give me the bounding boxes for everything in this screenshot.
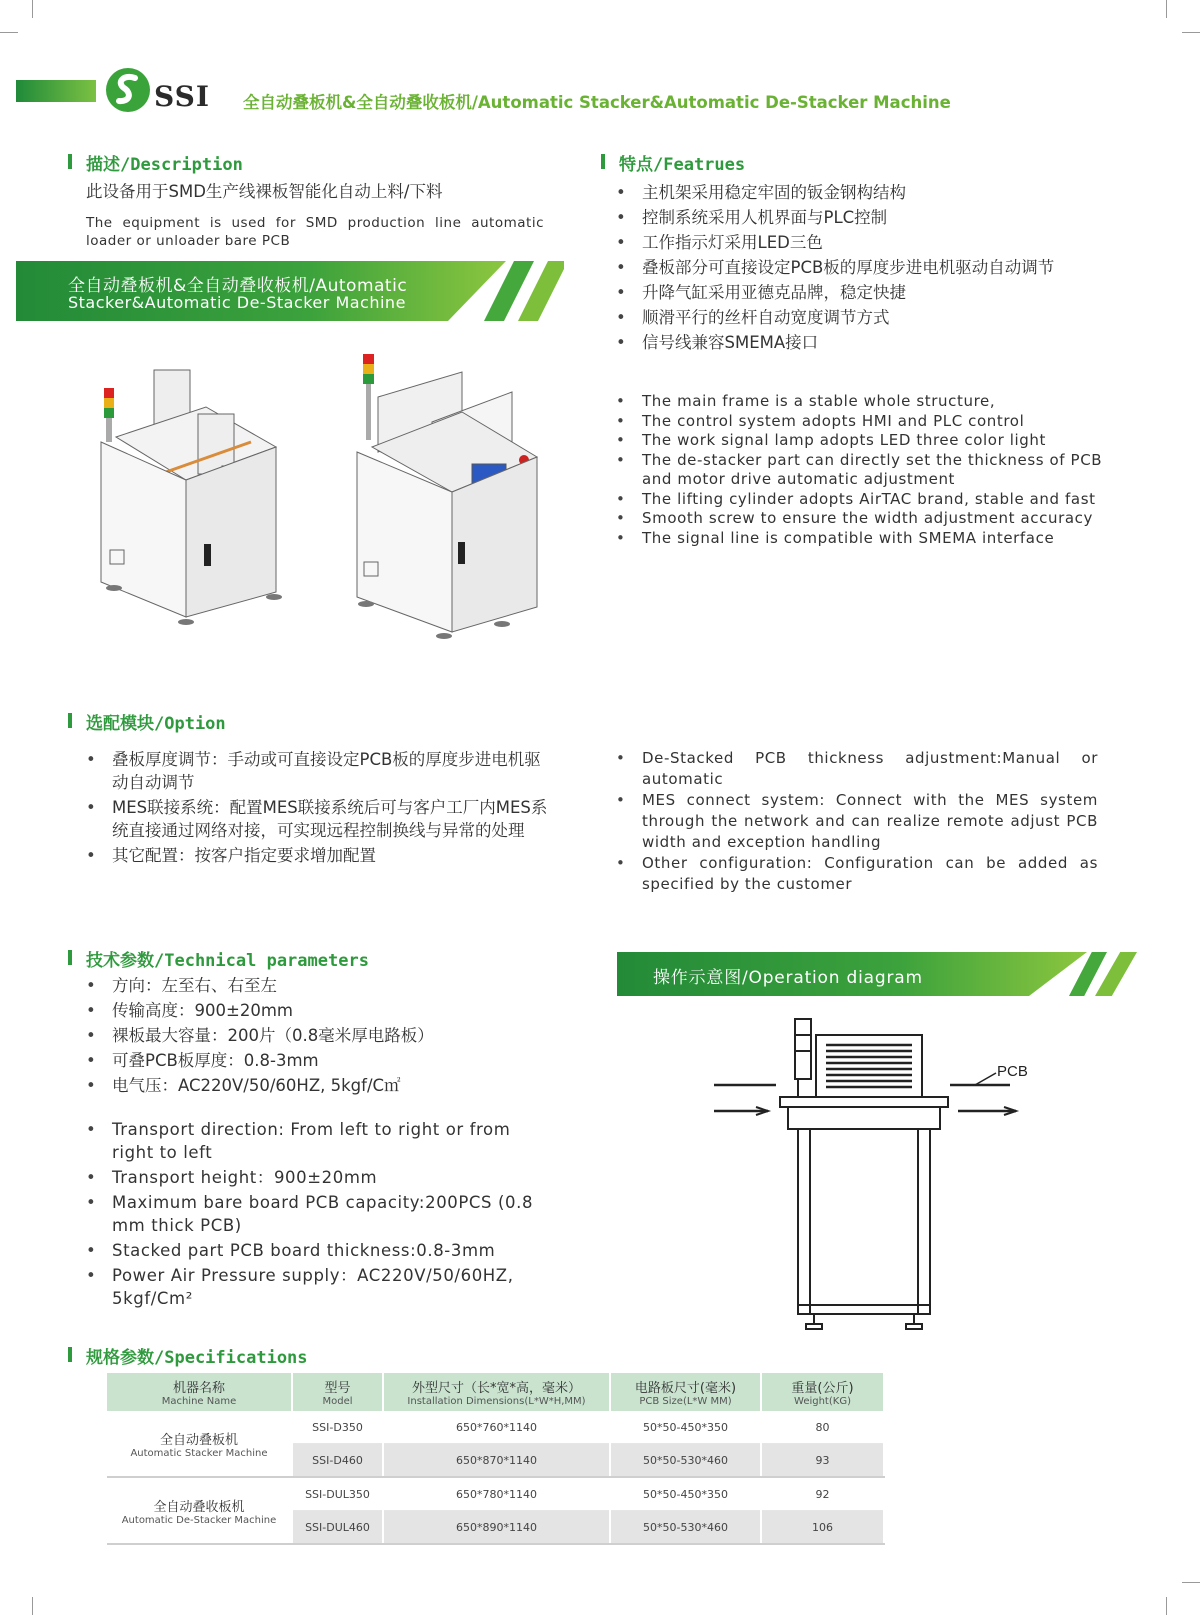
list-item: • The signal line is compatible with SMEMA interface (616, 529, 1116, 549)
operation-diagram (710, 1015, 1090, 1333)
column-header: 电路板尺寸(毫米) PCB Size(L*W MM) (610, 1373, 761, 1411)
model-cell: SSI-D350 (292, 1411, 383, 1444)
header-accent-bar (16, 80, 96, 102)
product-banner-line2: Stacker&Automatic De-Stacker Machine (68, 293, 406, 312)
features-en-list (616, 392, 1116, 548)
list-item: • 升降气缸采用亚德克品牌，稳定快捷 (616, 280, 1156, 305)
list-item: • Smooth screw to ensure the width adjustment accuracy (616, 509, 1116, 529)
list-item: • 方向：左至右、右至左 (86, 973, 556, 998)
pcb-size-cell: 50*50-530*460 (610, 1511, 761, 1545)
column-header: 外型尺寸（长*宽*高，毫米） Installation Dimensions(L*W*H,MM) (383, 1373, 610, 1411)
list-item: • 可叠PCB板厚度：0.8-3mm (86, 1048, 556, 1073)
weight-cell: 92 (761, 1477, 884, 1511)
specs-table (107, 1373, 885, 1545)
list-item: • Maximum bare board PCB capacity:200PCS (0.8 mm thick PCB) (86, 1191, 556, 1237)
table-row (107, 1477, 884, 1511)
list-item: • De-Stacked PCB thickness adjustment:Manual or automatic (616, 748, 1098, 790)
column-header: 机器名称 Machine Name (107, 1373, 292, 1411)
tech-en-list (86, 1118, 556, 1310)
list-item: • 叠板部分可直接设定PCB板的厚度步进电机驱动自动调节 (616, 255, 1156, 280)
pcb-label: PCB (997, 1063, 1028, 1080)
brand-name: SSI (154, 80, 210, 113)
specs-heading: 规格参数/Specifications (86, 1343, 308, 1368)
description-heading: 描述/Description (86, 150, 243, 175)
dims-cell: 650*870*1140 (383, 1444, 610, 1478)
stacker-machine-image (96, 362, 296, 632)
crop-mark (1166, 1597, 1167, 1615)
features-heading: 特点/Featrues (619, 150, 745, 175)
product-banner (16, 261, 564, 321)
pcb-size-cell: 50*50-450*350 (610, 1411, 761, 1444)
crop-mark (1166, 0, 1167, 18)
tech-heading: 技术参数/Technical parameters (86, 946, 369, 971)
list-item: • The main frame is a stable whole structure, (616, 392, 1116, 412)
operation-banner-label: 操作示意图/Operation diagram (653, 968, 923, 988)
list-item: • The lifting cylinder adopts AirTAC brand, stable and fast (616, 490, 1116, 510)
list-item: • Transport height：900±20mm (86, 1166, 556, 1189)
list-item: • 信号线兼容SMEMA接口 (616, 330, 1156, 355)
pcb-size-cell: 50*50-530*460 (610, 1444, 761, 1478)
tech-cn-list (86, 973, 556, 1098)
model-cell: SSI-DUL350 (292, 1477, 383, 1511)
description-en: The equipment is used for SMD production line automatic loader or unloader bare PCB (86, 215, 544, 249)
description-cn: 此设备用于SMD生产线裸板智能化自动上料/下料 (86, 182, 443, 201)
column-header: 重量(公斤) Weight(KG) (761, 1373, 884, 1411)
list-item: • MES connect system: Connect with the MES system through the network and can realize remote adjust PCB width and exception handling (616, 790, 1098, 853)
crop-mark (1182, 32, 1200, 33)
list-item: • The control system adopts HMI and PLC control (616, 412, 1116, 432)
weight-cell: 80 (761, 1411, 884, 1444)
machine-name-cell: 全自动叠收板机 Automatic De-Stacker Machine (107, 1477, 292, 1544)
list-item: • 控制系统采用人机界面与PLC控制 (616, 205, 1156, 230)
list-item: • The de-stacker part can directly set the thickness of PCB and motor drive automatic adjustment (616, 451, 1116, 490)
model-cell: SSI-DUL460 (292, 1511, 383, 1545)
dims-cell: 650*890*1140 (383, 1511, 610, 1545)
list-item: • 工作指示灯采用LED三色 (616, 230, 1156, 255)
crop-mark (32, 1597, 33, 1615)
list-item: • 顺滑平行的丝杆自动宽度调节方式 (616, 305, 1156, 330)
column-header: 型号 Model (292, 1373, 383, 1411)
ssi-logo-icon (104, 66, 152, 114)
list-item: • 裸板最大容量：200片（0.8毫米厚电路板） (86, 1023, 556, 1048)
list-item: • 叠板厚度调节：手动或可直接设定PCB板的厚度步进电机驱动自动调节 (86, 748, 556, 794)
option-cn-list (86, 748, 556, 867)
list-item: • Other configuration: Configuration can be added as specified by the customer (616, 853, 1098, 895)
pcb-size-cell: 50*50-450*350 (610, 1477, 761, 1511)
model-cell: SSI-D460 (292, 1444, 383, 1478)
list-item: • MES联接系统：配置MES联接系统后可与客户工厂内MES系统直接通过网络对接，可实现远程控制换线与异常的处理 (86, 796, 556, 842)
list-item: • 其它配置：按客户指定要求增加配置 (86, 844, 556, 867)
features-cn-list (616, 180, 1156, 355)
list-item: • Stacked part PCB board thickness:0.8-3mm (86, 1239, 556, 1262)
option-heading: 选配模块/Option (86, 709, 226, 734)
product-banner-line1: 全自动叠板机&全自动叠收板机/Automatic (68, 276, 408, 296)
crop-mark (1182, 1582, 1200, 1583)
weight-cell: 106 (761, 1511, 884, 1545)
machine-name-cell: 全自动叠板机 Automatic Stacker Machine (107, 1411, 292, 1477)
destacker-machine-image (352, 352, 552, 642)
table-row (107, 1411, 884, 1444)
dims-cell: 650*780*1140 (383, 1477, 610, 1511)
crop-mark (32, 0, 33, 18)
table-header-row (107, 1373, 884, 1411)
crop-mark (0, 32, 18, 33)
list-item: • 主机架采用稳定牢固的钣金钢构结构 (616, 180, 1156, 205)
page-title: 全自动叠板机&全自动叠收板机/Automatic Stacker&Automatic De-Stacker Machine (243, 93, 951, 112)
list-item: • The work signal lamp adopts LED three color light (616, 431, 1116, 451)
list-item: • Power Air Pressure supply：AC220V/50/60HZ, 5kgf/Cm² (86, 1264, 556, 1310)
weight-cell: 93 (761, 1444, 884, 1478)
dims-cell: 650*760*1140 (383, 1411, 610, 1444)
list-item: • 传输高度：900±20mm (86, 998, 556, 1023)
list-item: • 电气压：AC220V/50/60HZ, 5kgf/C㎡ (86, 1073, 556, 1098)
operation-banner (617, 952, 1140, 996)
list-item: • Transport direction: From left to right or from right to left (86, 1118, 556, 1164)
option-en-list (616, 748, 1098, 895)
